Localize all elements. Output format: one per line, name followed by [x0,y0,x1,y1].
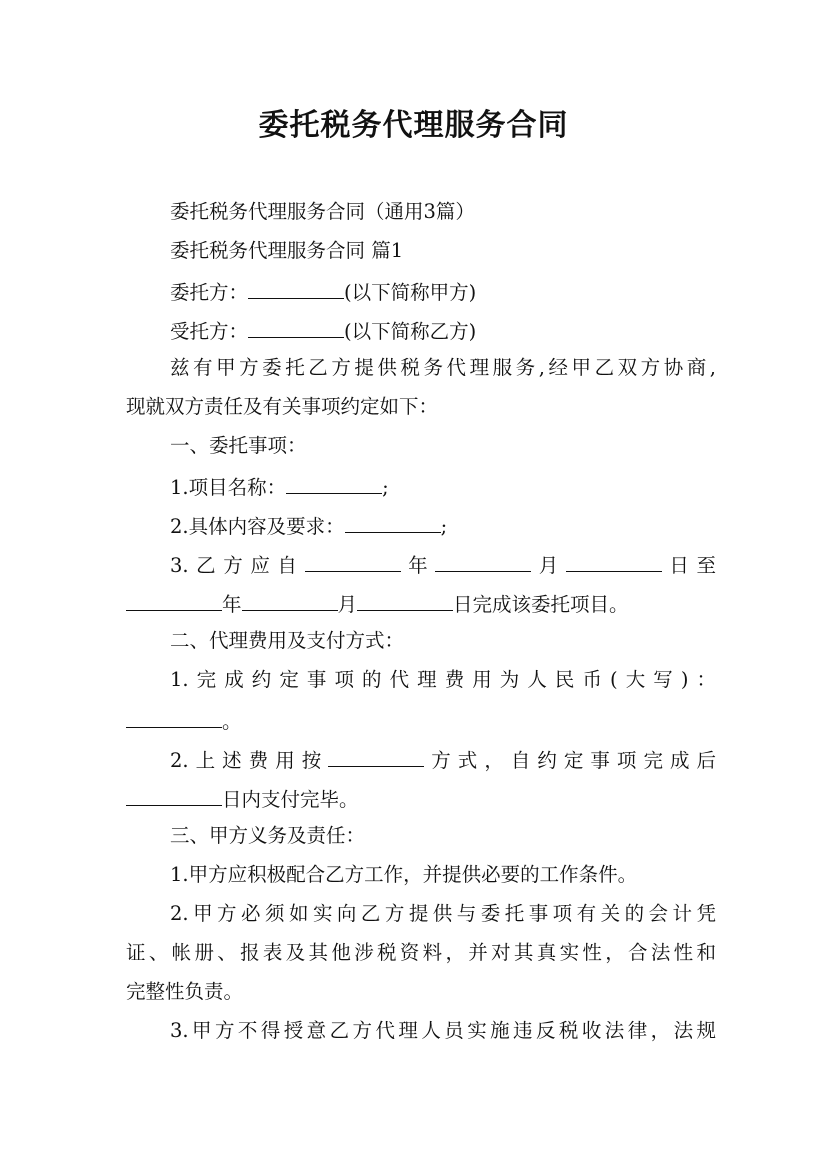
item-text: 1.完成约定事项的代理费用为人民币(大写)： [170,668,716,691]
item-line [170,549,716,580]
item-text: 2.甲方必须如实向乙方提供与委托事项有关的会计凭 [170,902,716,925]
item-line [126,978,716,1006]
item-text: 年 [400,554,436,577]
client-label: 委托方： [170,281,249,304]
blank-field [126,783,222,806]
item-punct: ; [440,515,448,538]
item-text: 日至 [661,554,716,577]
item-text: 月 [531,554,566,577]
item-line [170,510,716,541]
clause-heading-text: 二、代理费用及支付方式： [170,629,405,652]
item-punct: ; [382,476,389,499]
item-text: 日内支付完毕。 [222,788,359,811]
blank-field [566,549,662,572]
blank-field [126,588,222,611]
item-line [126,783,716,814]
item-text: 日完成该委托项目。 [453,593,629,616]
item-label: 1.项目名称： [170,476,287,499]
item-line [170,861,716,889]
clause-heading-3 [170,822,716,850]
clause-heading-2 [170,627,716,655]
item-line [170,900,716,928]
blank-field [286,471,382,494]
item-text: 证、帐册、报表及其他涉税资料，并对其真实性，合法性和 [126,941,716,964]
item-line [126,588,716,619]
item-text: 3.甲方不得授意乙方代理人员实施违反税收法律，法规 [170,1019,716,1042]
document-title: 委托税务代理服务合同 [258,108,569,143]
item-line [170,744,716,775]
paragraph-line [126,393,716,421]
agent-label: 受托方： [170,320,249,343]
item-text: 2.上述费用按 [170,749,329,772]
blank-field [345,510,441,533]
agent-note: (以下简称乙方) [344,320,477,343]
blank-field [126,705,222,728]
paragraph-text: 现就双方责任及有关事项约定如下： [126,395,439,418]
blank-field [328,744,424,767]
blank-field [357,588,453,611]
client-note: (以下简称甲方) [344,281,477,304]
blank-field [242,588,338,611]
clause-heading-text: 三、甲方义务及责任： [170,824,366,847]
item-text: 方式，自约定事项完成后 [424,749,716,772]
clause-heading-text: 一、委托事项： [170,434,307,457]
item-label: 3.乙方应自 [170,554,305,577]
item-label: 2.具体内容及要求： [170,515,345,538]
subtitle-text: 委托税务代理服务合同（通用3篇） [170,200,475,223]
agent-line [170,315,716,346]
item-line [170,471,716,502]
paragraph-line [170,354,716,382]
item-text: 年 [222,593,242,616]
blank-field [248,276,344,299]
section-heading-text: 委托税务代理服务合同 篇1 [170,239,404,262]
subtitle-line [170,198,716,226]
item-line [126,939,716,967]
blank-field [435,549,531,572]
item-line [170,666,716,694]
item-text: 完整性负责。 [126,980,244,1003]
item-text: 1.甲方应积极配合乙方工作，并提供必要的工作条件。 [170,863,638,886]
item-line [126,705,716,736]
client-line [170,276,716,307]
item-line [170,1017,716,1045]
blank-field [305,549,401,572]
clause-heading-1 [170,432,716,460]
item-punct: 。 [222,710,242,733]
item-text: 月 [337,593,358,616]
paragraph-text: 兹有甲方委托乙方提供税务代理服务,经甲乙双方协商, [170,356,716,379]
section-heading-line [170,237,716,265]
blank-field [248,315,344,338]
